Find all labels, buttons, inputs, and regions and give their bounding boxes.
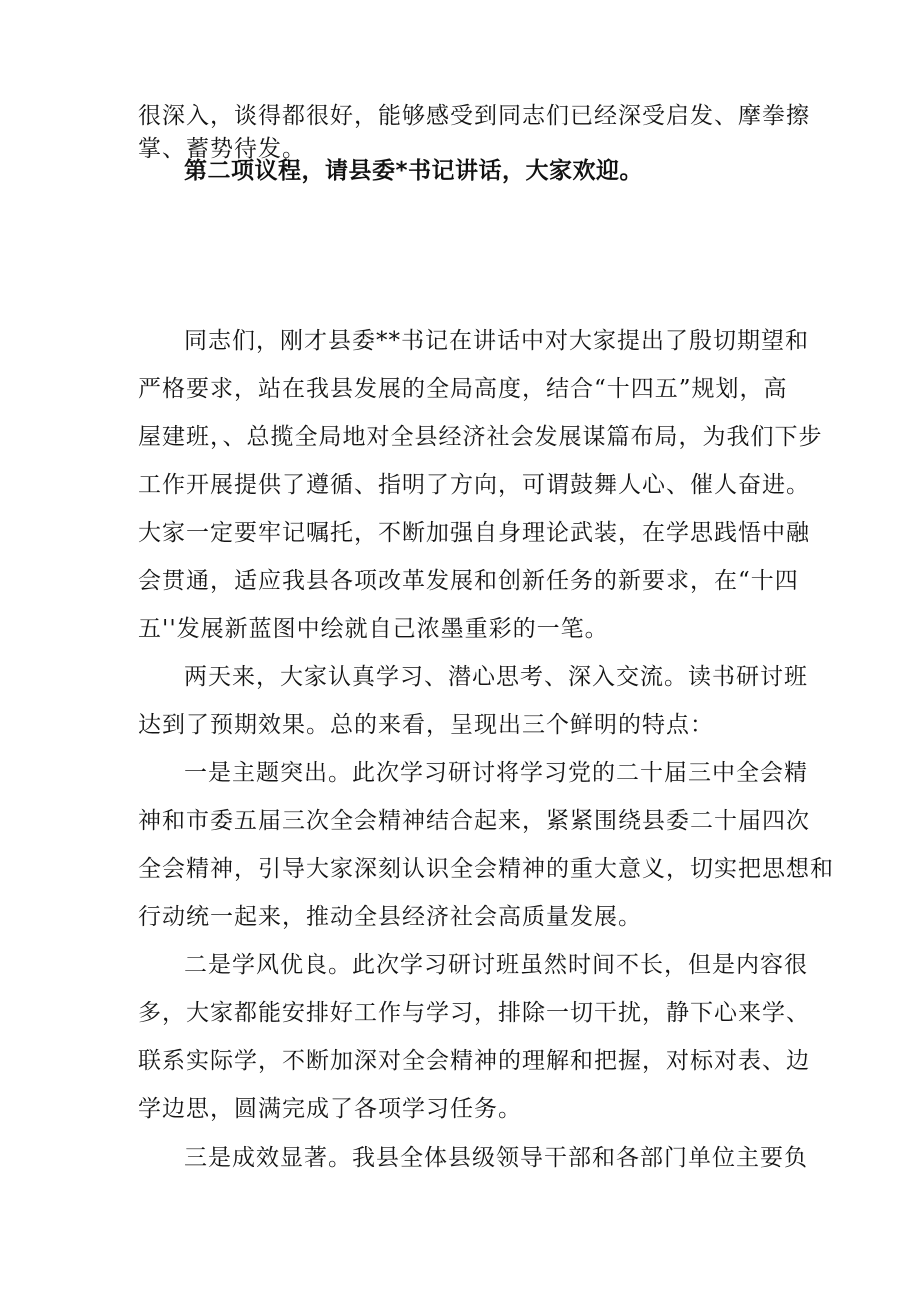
paragraph-line: 一是主题突出。此次学习研讨将学习党的二十届三中全会精: [184, 760, 808, 786]
agenda-heading: 第二项议程，请县委*书记讲话，大家欢迎。: [184, 158, 644, 184]
paragraph-line: 严格要求，站在我县发展的全局高度，结合“十四五”规划，高: [138, 376, 788, 402]
paragraph-line: 会贯通，适应我县各项改革发展和创新任务的新要求，在“十四: [138, 568, 799, 594]
paragraph-line: 两天来，大家认真学习、潜心思考、深入交流。读书研讨班: [184, 664, 808, 690]
paragraph-line: 行动统一起来，推动全县经济社会高质量发展。: [138, 904, 642, 930]
paragraph-line: 学边思，圆满完成了各项学习任务。: [138, 1096, 522, 1122]
paragraph-line: 五''发展新蓝图中绘就自己浓墨重彩的一笔。: [138, 616, 609, 642]
paragraph-line: 联系实际学，不断加深对全会精神的理解和把握，对标对表、边: [138, 1048, 810, 1074]
paragraph-line: 神和市委五届三次全会精神结合起来，紧紧围绕县委二十届四次: [138, 808, 810, 834]
paragraph-line: 屋建班，、总揽全局地对全县经济社会发展谋篇布局，为我们下步: [138, 424, 823, 450]
paragraph-line: 二是学风优良。此次学习研讨班虽然时间不长，但是内容很: [184, 952, 808, 978]
paragraph-line: 三是成效显著。我县全体县级领导干部和各部门单位主要负: [184, 1145, 808, 1171]
paragraph-line: 多，大家都能安排好工作与学习，排除一切干扰，静下心来学、: [138, 1000, 810, 1026]
paragraph-line: 很深入，谈得都很好，能够感受到同志们已经深受启发、摩拳擦: [138, 103, 810, 129]
paragraph-line: 同志们，刚才县委**书记在讲话中对大家提出了殷切期望和: [184, 328, 809, 354]
paragraph-line: 达到了预期效果。总的来看，呈现出三个鲜明的特点：: [138, 712, 714, 738]
paragraph-line: 工作开展提供了遵循、指明了方向，可谓鼓舞人心、催人奋进。: [138, 472, 810, 498]
paragraph-line: 全会精神，引导大家深刻认识全会精神的重大意义，切实把思想和: [138, 856, 834, 882]
paragraph-line: 大家一定要牢记嘱托，不断加强自身理论武装，在学思践悟中融: [138, 520, 810, 546]
paragraph-line: 掌、蓄势待发。: [138, 136, 306, 162]
